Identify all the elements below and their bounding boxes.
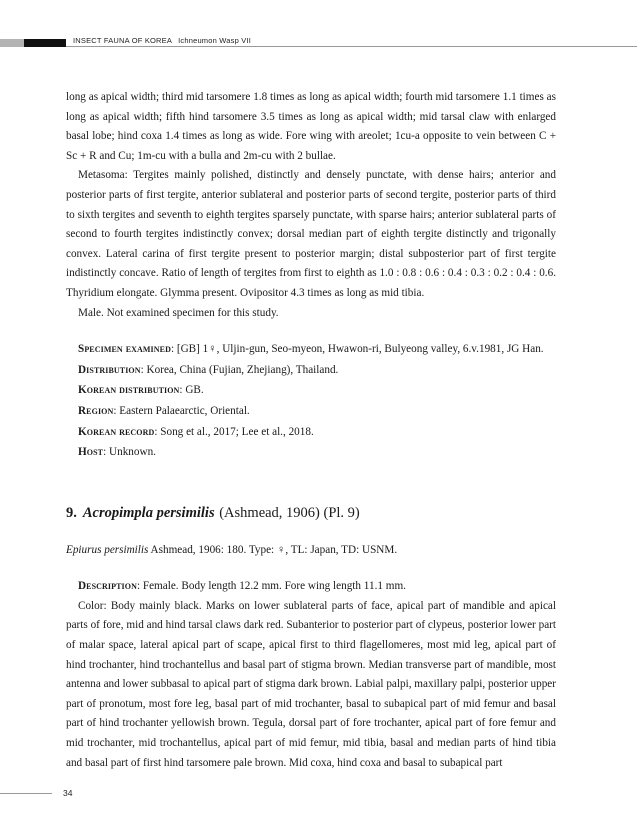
metasoma-paragraph: Metasoma: Tergites mainly polished, distinctly and densely punctate, with dense hairs; anterior and posterior parts of first tergite, anterior sublateral and posterior parts of second tergite, posterior parts of third to sixth tergites and seventh to eighth tergites sparsely punctate, with sparse hairs; anterior sublateral parts of second to fourth tergites indistinctly convex; dorsal median part of eighth tergite distinctly and trigonally convex. Lateral carina of first tergite present to posterior margin; distal subposterior part of first tergite indistinctly concave. Ratio of length of tergites from first to eighth as 1.0 : 0.8 : 0.6 : 0.4 : 0.3 : 0.2 : 0.4 : 0.6. Thyridium elongate. Glymma present. Ovipositor 4.3 times as long as mid tibia. xyxy=(66,169,556,299)
header-gray-bar xyxy=(0,39,24,47)
korean-record-label: Korean record xyxy=(78,425,155,438)
page-number: 34 xyxy=(63,788,73,798)
footer-rule xyxy=(0,793,52,794)
korean-record-record xyxy=(66,423,556,443)
species-name: Acropimpla persimilis xyxy=(82,504,215,521)
header-series: INSECT FAUNA OF KOREA xyxy=(73,36,173,45)
region-value: : Eastern Palaearctic, Oriental. xyxy=(113,404,250,417)
host-label: Host xyxy=(78,446,104,459)
distribution-value: : Korea, China (Fujian, Zhejiang), Thailand. xyxy=(140,363,339,376)
specimen-examined-value: : [GB] 1♀, Uljin-gun, Seo-myeon, Hwawon-ri, Bulyeong valley, 6.v.1981, JG Han. xyxy=(170,343,544,356)
korean-distribution-label: Korean distribution xyxy=(78,384,180,397)
species-number: 9. xyxy=(66,504,77,521)
running-header xyxy=(73,36,251,45)
species-authority: (Ashmead, 1906) (Pl. 9) xyxy=(219,504,360,521)
host-value: : Unknown. xyxy=(103,446,156,459)
region-label: Region xyxy=(78,404,114,417)
synonym-text: Ashmead, 1906: 180. Type: ♀, TL: Japan, TD: USNM. xyxy=(148,543,398,556)
description-value: : Female. Body length 12.2 mm. Fore wing length 11.1 mm. xyxy=(136,580,406,593)
specimen-examined-label: Specimen examined xyxy=(78,343,171,356)
species-heading xyxy=(66,503,556,523)
description-label: Description xyxy=(78,580,137,593)
synonym-line xyxy=(66,541,556,561)
specimen-examined-record xyxy=(66,340,556,360)
region-record xyxy=(66,402,556,422)
header-black-bar xyxy=(24,39,66,47)
color-paragraph: Color: Body mainly black. Marks on lower sublateral parts of face, apical part of mandible and apical parts of fore, mid and hind tarsal claws dark red. Subanterior to posterior part of clypeus, posterior lower part of malar space, lateral apical part of scape, apical first to third flagellomeres, most mid leg, apical part of hind trochanter, hind trochantellus and basal part of stigma brown. Median transverse part of mandible, most antenna and lower subbasal to apical part of stigma dark brown. Labial palpi, maxillary palpi, posterior upper part of pronotum, most fore leg, basal part of mid trochanter, basal to subapical part of mid femur and basal part of hind trochanter yellowish brown. Tegula, dorsal part of fore trochanter, apical part of fore femur and mid trochanter, mid trochantellus, apical part of mid femur, mid tibia, basal and median parts of hind tibia and basal part of first hind tarsomere pale brown. Mid coxa, hind coxa and basal to subapical part xyxy=(66,599,556,769)
synonym-name: Epiurus persimilis xyxy=(66,543,149,556)
description-line xyxy=(66,577,556,597)
korean-record-value: : Song et al., 2017; Lee et al., 2018. xyxy=(154,425,314,438)
page-body xyxy=(66,88,556,773)
korean-distribution-value: : GB. xyxy=(179,384,204,397)
host-record xyxy=(66,443,556,463)
intro-paragraph-1: long as apical width; third mid tarsomere 1.8 times as long as apical width; fourth mid tarsomere 1.1 times as long as apical width; fifth hind tarsomere 3.5 times as long as apical width; mid tarsal claw with enlarged basal lobe; hind coxa 1.4 times as long as wide. Fore wing with areolet; 1cu-a opposite to vein between C + Sc + R and Cu; 1m-cu with a bulla and 2m-cu with 2 bullae. xyxy=(66,91,556,162)
male-paragraph: Male. Not examined specimen for this study. xyxy=(78,306,279,319)
distribution-label: Distribution xyxy=(78,363,141,376)
korean-distribution-record xyxy=(66,381,556,401)
header-rule xyxy=(66,46,637,47)
distribution-record xyxy=(66,361,556,381)
header-volume: Ichneumon Wasp VII xyxy=(178,36,252,45)
